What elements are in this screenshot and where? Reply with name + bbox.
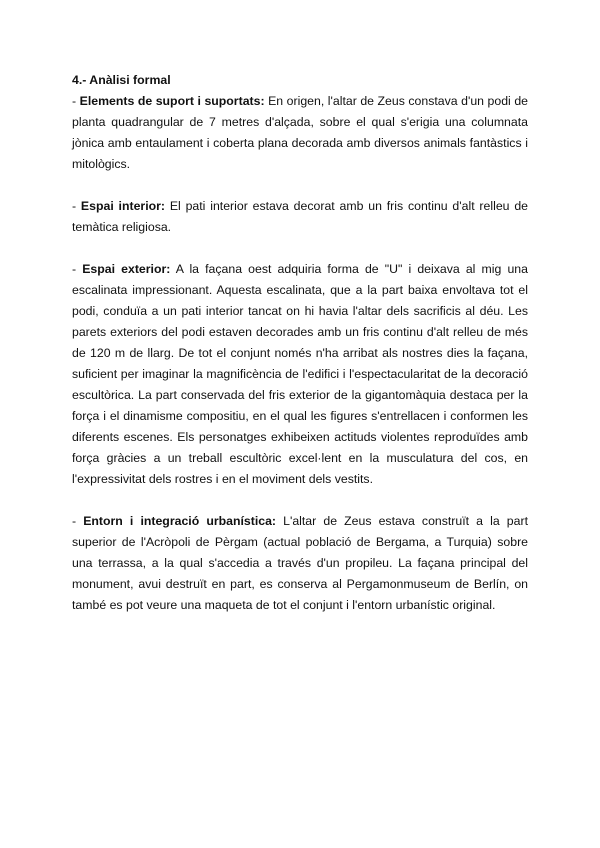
section-text: El pati interior estava decorat amb un fris continu d'alt relleu de temàtica religiosa. bbox=[72, 199, 528, 234]
document-page bbox=[72, 70, 528, 637]
section-label: Espai exterior: bbox=[82, 262, 171, 276]
section-prefix: - bbox=[72, 199, 81, 213]
section-prefix: - bbox=[72, 514, 84, 528]
section-elements-de-suport bbox=[72, 91, 528, 175]
section-heading: 4.- Anàlisi formal bbox=[72, 73, 171, 87]
section-entorn-urbanistic bbox=[72, 511, 528, 616]
section-label: Elements de suport i suportats: bbox=[79, 94, 265, 108]
section-label: Entorn i integració urbanística: bbox=[83, 514, 277, 528]
section-text: A la façana oest adquiria forma de "U" i deixava al mig una escalinata impressionant. Aquesta escalinata, que a la part baixa envoltava tot el podi, conduïa a un pati interior tancat on hi havia l'altar dels sacrificis al déu. Les parets exteriors del podi estaven decorades amb un fris continu d'alt relleu de més de 120 m de llarg. De tot el conjunt només n'ha arribat als nostres dies la façana, suficient per imaginar la magnificència de l'edifici i l'espectacularitat de la decoració escultòrica. La part conservada del fris exterior de la gigantomàquia destaca per la força i el dinamisme compositiu, en el qual les figures s'entrellacen i conformen les diferents escenes. Els personatges exhibeixen actituds violentes reproduïdes amb força gràcies a un treball escultòric excel·lent en la musculatura del cos, en l'expressivitat dels rostres i en el moviment dels vestits. bbox=[72, 262, 528, 486]
section-text: L'altar de Zeus estava construït a la part superior de l'Acròpoli de Pèrgam (actual població de Bergama, a Turquia) sobre una terrassa, a la qual s'accedia a través d'un propileu. La façana principal del monument, avui destruït en part, es conserva al Pergamonmuseum de Berlín, on també es pot veure una maqueta de tot el conjunt i l'entorn urbanístic original. bbox=[72, 514, 528, 612]
section-label: Espai interior: bbox=[80, 199, 166, 213]
section-espai-exterior bbox=[72, 259, 528, 490]
section-espai-interior bbox=[72, 196, 528, 238]
section-text: En origen, l'altar de Zeus constava d'un podi de planta quadrangular de 7 metres d'alçada, sobre el qual s'erigia una columnata jònica amb entaulament i coberta plana decorada amb diversos animals fantàstics i mitològics. bbox=[72, 94, 528, 171]
section-prefix: - bbox=[72, 94, 80, 108]
section-prefix: - bbox=[72, 262, 83, 276]
